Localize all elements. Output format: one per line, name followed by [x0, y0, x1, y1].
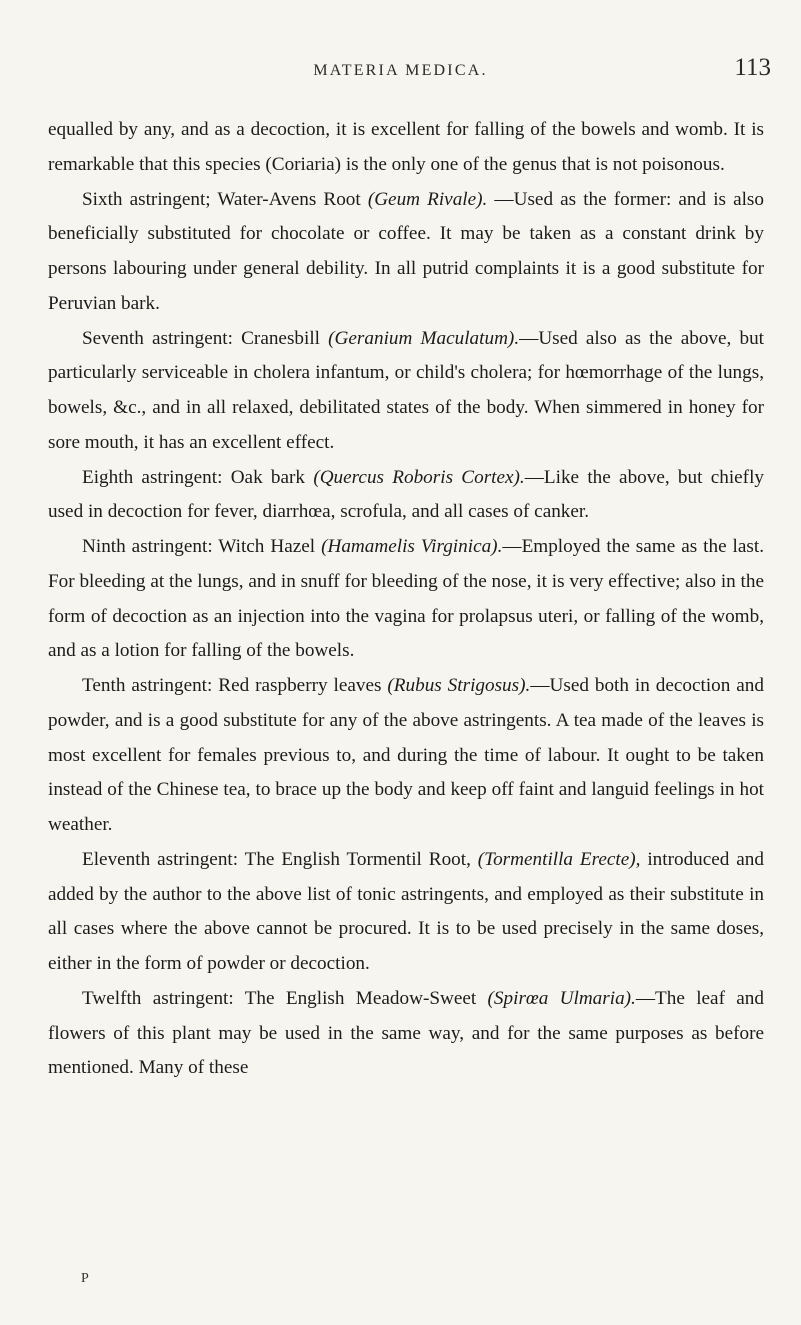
page-number: 113	[734, 54, 771, 81]
paragraph-rest: introduced and added by the author to the above list of tonic astringents, and employed as their substitute in all cases where the above cannot be procured. It is to be used precisely in the same doses, either in the form of powder or decoction.	[48, 848, 764, 974]
paragraph-twelfth-astringent	[48, 982, 764, 1086]
paragraph-lead: Twelfth astringent: The English Meadow-Sweet	[82, 987, 488, 1009]
latin-name: (Spirœa Ulmaria).	[487, 987, 636, 1009]
paragraph-eleventh-astringent	[48, 843, 764, 982]
paragraph-ninth-astringent	[48, 530, 764, 669]
paragraph-text: equalled by any, and as a decoction, it is excellent for falling of the bowels and womb. It is remarkable that this species (Coriaria) is the only one of the genus that is not poisonous.	[48, 119, 764, 175]
paragraph-lead: Ninth astringent: Witch Hazel	[82, 536, 322, 557]
latin-name: (Quercus Roboris Cortex).	[313, 466, 525, 488]
paragraph-eighth-astringent	[48, 461, 764, 531]
signature-mark: P	[81, 1271, 89, 1286]
paragraph-rest: —Used both in decoction and powder, and is a good substitute for any of the above astringents. A tea made of the leaves is most excellent for females previous to, and during the time of labour. It ought to be taken instead of the Chinese tea, to brace up the body and keep off faint and languid feelings in hot weather.	[48, 675, 764, 835]
running-head: MATERIA MEDICA.	[313, 62, 488, 79]
paragraph-rest: —Employed the same as the last. For bleeding at the lungs, and in snuff for bleeding of the nose, it is very effective; also in the form of decoction as an injection into the vagina for prolapsus uteri, or falling of the womb, and as a lotion for falling of the bowels.	[48, 536, 764, 662]
latin-name: (Rubus Strigosus).	[387, 675, 531, 696]
paragraph-lead: Sixth astringent; Water-Avens Root	[82, 188, 368, 210]
paragraph-lead: Eleventh astringent: The English Tormentil Root,	[82, 848, 478, 870]
paragraph-rest: —Used also as the above, but particularly serviceable in cholera infantum, or child's cholera; for hœmorrhage of the lungs, bowels, &c., and in all relaxed, debilitated states of the body. When simmered in honey for sore mouth, it has an excellent effect.	[48, 327, 765, 453]
paragraph-lead: Seventh astringent: Cranesbill	[82, 327, 329, 349]
paragraph-lead: Eighth astringent: Oak bark	[82, 466, 314, 488]
latin-name: (Geranium Maculatum).	[328, 327, 520, 349]
paragraph-rest: —Like the above, but chiefly used in decoction for fever, diarrhœa, scrofula, and all cases of canker.	[48, 466, 764, 523]
paragraph-sixth-astringent	[48, 183, 764, 322]
paragraph-rest: —The leaf and flowers of this plant may be used in the same way, and for the same purposes as before mentioned. Many of these	[48, 987, 764, 1079]
body-text	[48, 113, 764, 1086]
paragraph-coriaria-continuation	[48, 113, 764, 183]
paragraph-rest: —Used as the former: and is also beneficially substituted for chocolate or coffee. It may be taken as a constant drink by persons labouring under general debility. In all putrid complaints it is a good substitute for Peruvian bark.	[48, 188, 764, 314]
paragraph-tenth-astringent	[48, 669, 764, 843]
paragraph-lead: Tenth astringent: Red raspberry leaves	[82, 675, 388, 696]
latin-name: (Hamamelis Virginica).	[321, 536, 503, 557]
latin-name: (Tormentilla Erecte),	[477, 848, 641, 870]
paragraph-seventh-astringent	[48, 322, 764, 461]
latin-name: (Geum Rivale).	[367, 188, 488, 210]
